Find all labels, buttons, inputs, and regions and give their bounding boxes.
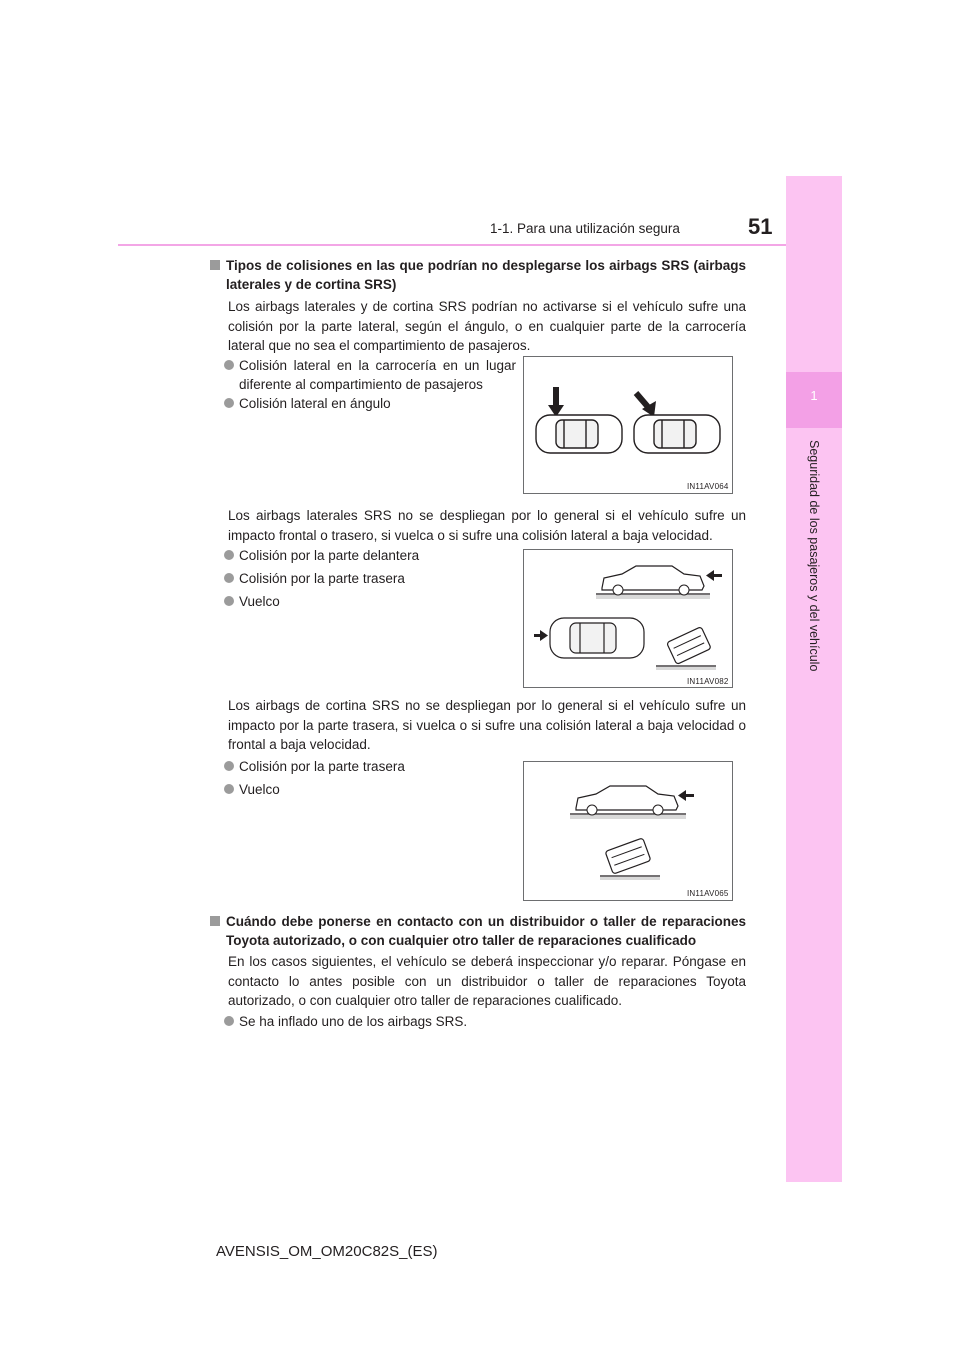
list-item: Colisión lateral en ángulo xyxy=(224,394,516,413)
figure-code: IN11AV065 xyxy=(687,889,729,898)
paragraph: Los airbags laterales y de cortina SRS podrían no activarse si el vehículo sufre una colisión por la parte lateral, según el ángulo, o en cualquier parte de la carrocería lateral que no sea el compartimiento de pasajeros. xyxy=(228,299,746,353)
list-item: Colisión por la parte trasera xyxy=(224,569,516,588)
square-bullet-icon xyxy=(210,260,220,270)
document-code: AVENSIS_OM_OM20C82S_(ES) xyxy=(216,1243,438,1260)
section-heading: Tipos de colisiones en las que podrían no desplegarse los airbags SRS (airbags laterales y de cortina SRS) xyxy=(210,256,746,294)
circle-bullet-icon xyxy=(224,573,234,583)
paragraph: En los casos siguientes, el vehículo se deberá inspeccionar y/o reparar. Póngase en contacto lo antes posible con un distribuidor o taller de reparaciones Toyota autorizado, o con cualquier otro taller de reparaciones cualificado. xyxy=(228,954,746,1008)
circle-bullet-icon xyxy=(224,360,234,370)
circle-bullet-icon xyxy=(224,761,234,771)
figure-code: IN11AV082 xyxy=(687,677,729,686)
chapter-number: 1 xyxy=(810,388,818,403)
circle-bullet-icon xyxy=(224,784,234,794)
chapter-title: Seguridad de los pasajeros y del vehículo xyxy=(807,440,821,672)
circle-bullet-icon xyxy=(224,398,234,408)
paragraph: Los airbags laterales SRS no se despliegan por lo general si el vehículo sufre un impacto frontal o trasero, si vuelca o si sufre una colisión lateral a baja velocidad. xyxy=(228,508,746,543)
page-number: 51 xyxy=(748,214,773,239)
list-item: Colisión por la parte delantera xyxy=(224,546,516,565)
figure-front-rear-rollover xyxy=(523,549,733,688)
circle-bullet-icon xyxy=(224,1016,234,1026)
list-item: Se ha inflado uno de los airbags SRS. xyxy=(224,1012,744,1031)
list-item: Vuelco xyxy=(224,780,516,799)
section-heading: Cuándo debe ponerse en contacto con un distribuidor o taller de reparaciones Toyota autorizado, o con cualquier otro taller de reparaciones cualificado xyxy=(210,912,746,950)
car-top-view-illustration xyxy=(524,357,732,493)
car-collision-illustration xyxy=(524,762,732,900)
square-bullet-icon xyxy=(210,916,220,926)
running-header: 1-1. Para una utilización segura xyxy=(490,221,680,236)
figure-code: IN11AV064 xyxy=(687,482,729,491)
list-item: Vuelco xyxy=(224,592,516,611)
circle-bullet-icon xyxy=(224,550,234,560)
paragraph: Los airbags de cortina SRS no se despliegan por lo general si el vehículo sufre un impacto por la parte trasera, si vuelca o si sufre una colisión lateral a baja velocidad o frontal a baja velocidad. xyxy=(228,698,746,752)
list-item: Colisión lateral en la carrocería en un lugar diferente al compartimiento de pasajeros xyxy=(224,356,516,394)
circle-bullet-icon xyxy=(224,596,234,606)
car-collision-illustration xyxy=(524,550,732,687)
header-divider xyxy=(118,244,786,246)
list-item: Colisión por la parte trasera xyxy=(224,757,516,776)
figure-side-collision xyxy=(523,356,733,494)
figure-rear-rollover xyxy=(523,761,733,901)
